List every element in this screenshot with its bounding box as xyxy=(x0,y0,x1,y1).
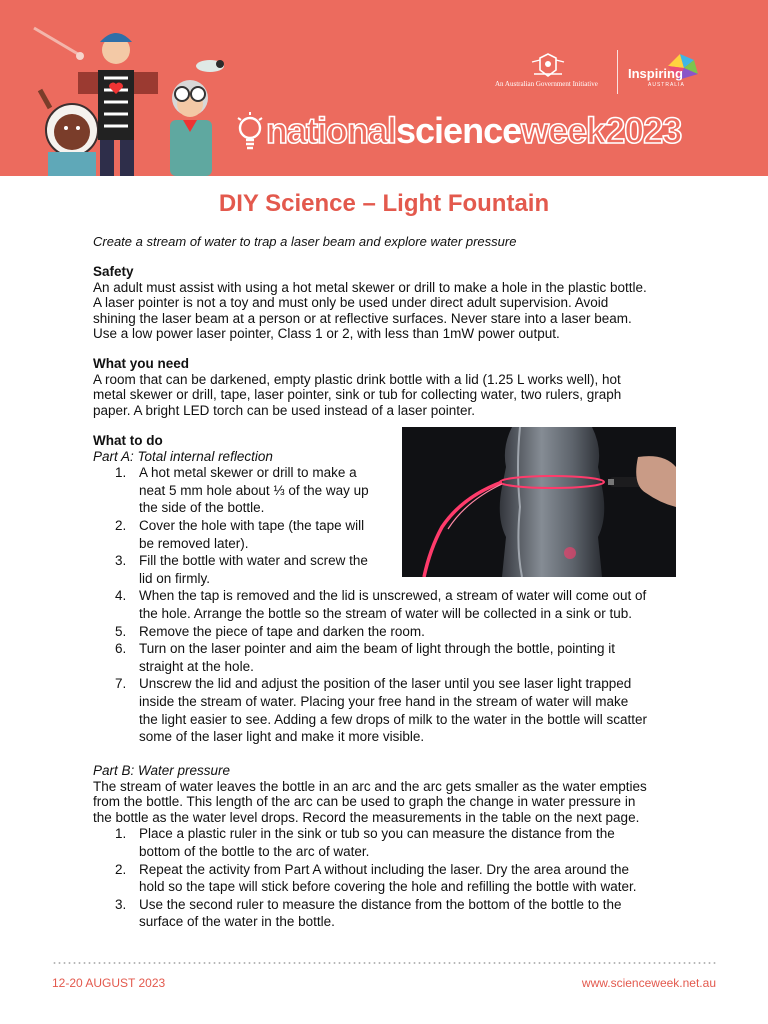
step-text: Turn on the laser pointer and aim the beam of light through the bottle, pointing it xyxy=(139,641,616,657)
lightbulb-icon xyxy=(236,112,264,154)
step-text: neat 5 mm hole about ⅓ of the way up xyxy=(139,482,369,498)
step-text: A hot metal skewer or drill to make a xyxy=(139,465,357,481)
step-number: 2. xyxy=(115,517,127,533)
step-number: 4. xyxy=(115,588,127,604)
step-number: 3. xyxy=(115,553,127,569)
list-item xyxy=(93,896,693,931)
step-text: surface of the water in the bottle. xyxy=(139,914,335,930)
part-b-heading: Part B: Water pressure xyxy=(93,763,231,778)
logo-word-science: science xyxy=(396,110,522,151)
part-b-section xyxy=(93,763,693,931)
inspiring-australia-logo: Inspiring xyxy=(628,66,683,81)
list-item xyxy=(93,675,693,745)
need-line: metal skewer or drill, tape, laser pointer, sink or tub for collecting water, two rulers, graph xyxy=(93,387,622,403)
inspiring-australia-subtitle: AUSTRALIA xyxy=(648,82,685,88)
step-number: 1. xyxy=(115,465,127,481)
step-number: 1. xyxy=(115,826,127,842)
todo-heading: What to do xyxy=(93,433,163,448)
safety-section xyxy=(93,264,693,342)
step-number: 7. xyxy=(115,676,127,692)
step-number: 5. xyxy=(115,623,127,639)
coat-of-arms-icon xyxy=(528,52,568,80)
step-text: Remove the piece of tape and darken the room. xyxy=(139,623,425,639)
step-text: some of the laser light and make it more visible. xyxy=(139,729,425,745)
step-number: 2. xyxy=(115,861,127,877)
step-text: Cover the hole with tape (the tape will xyxy=(139,517,365,533)
step-text: the hole. Arrange the bottle so the stream of water will be collected in a sink or tub. xyxy=(139,605,633,621)
list-item xyxy=(93,623,693,641)
part-b-steps xyxy=(93,825,693,931)
step-text: lid on firmly. xyxy=(139,570,211,586)
step-text: hold so the tape will stick before covering the hole and refilling the bottle with water. xyxy=(139,879,637,895)
step-text: be removed later). xyxy=(139,535,249,551)
step-number: 3. xyxy=(115,896,127,912)
list-item xyxy=(93,861,693,896)
kids-illustration xyxy=(20,20,250,176)
step-number: 6. xyxy=(115,641,127,657)
need-line: A room that can be darkened, empty plastic drink bottle with a lid (1.25 L works well), hot xyxy=(93,371,621,387)
government-initiative-text: An Australian Government Initiative xyxy=(495,80,598,88)
step-text: Repeat the activity from Part A without including the laser. Dry the area around the xyxy=(139,861,630,877)
footer-url[interactable]: www.scienceweek.net.au xyxy=(581,976,716,990)
step-text: Fill the bottle with water and screw the xyxy=(139,553,368,569)
footer-dates: 12-20 AUGUST 2023 xyxy=(52,976,166,990)
part-b-intro-line: The stream of water leaves the bottle in an arc and the arc gets smaller as the water empties xyxy=(93,778,647,794)
list-item xyxy=(93,587,693,622)
step-text: inside the stream of water. Placing your free hand in the stream of water will make xyxy=(139,693,629,709)
need-heading: What you need xyxy=(93,356,190,371)
safety-heading: Safety xyxy=(93,264,134,279)
step-text: Use the second ruler to measure the distance from the bottom of the bottle to the xyxy=(139,896,622,912)
light-fountain-photo xyxy=(402,427,676,577)
national-science-week-logo xyxy=(266,111,681,151)
step-text: the side of the bottle. xyxy=(139,500,265,516)
safety-line: Use a low power laser pointer, Class 1 or 2, with less than 1mW power output. xyxy=(93,326,560,342)
safety-line: shining the laser beam at a person or at reflective surfaces. Never stare into a laser beam. xyxy=(93,310,632,326)
page-subtitle: Create a stream of water to trap a laser beam and explore water pressure xyxy=(93,234,517,249)
header-banner xyxy=(0,0,768,176)
step-text: Place a plastic ruler in the sink or tub so you can measure the distance from the xyxy=(139,826,615,842)
logo-word-week: week2023 xyxy=(521,110,682,151)
step-text: bottom of the bottle to the arc of water. xyxy=(139,843,370,859)
logo-word-national: national xyxy=(266,110,397,151)
part-b-intro-line: from the bottle. This length of the arc can be used to graph the change in water pressure in xyxy=(93,794,636,810)
list-item xyxy=(93,640,693,675)
page-title: DIY Science – Light Fountain xyxy=(218,190,550,217)
step-text: Unscrew the lid and adjust the position of the laser until you see laser light trapped xyxy=(139,676,632,692)
step-text: When the tap is removed and the lid is unscrewed, a stream of water will come out of xyxy=(139,588,647,604)
safety-line: An adult must assist with using a hot metal skewer or drill to make a hole in the plastic bottle. xyxy=(93,279,647,295)
logo-divider xyxy=(617,50,618,94)
footer-divider xyxy=(52,962,718,964)
part-b-intro-line: the bottle as the water level drops. Record the measurements in the table on the next page. xyxy=(93,809,640,825)
step-text: the light easier to see. Adding a few drops of milk to the water in the bottle will scatter xyxy=(139,711,648,727)
safety-line: A laser pointer is not a toy and must only be used under direct adult supervision. Avoid xyxy=(93,295,609,311)
part-a-heading: Part A: Total internal reflection xyxy=(93,448,273,464)
step-text: straight at the hole. xyxy=(139,658,254,674)
need-line: paper. A bright LED torch can be used instead of a laser pointer. xyxy=(93,402,476,418)
what-you-need-section xyxy=(93,356,693,418)
list-item xyxy=(93,825,693,860)
